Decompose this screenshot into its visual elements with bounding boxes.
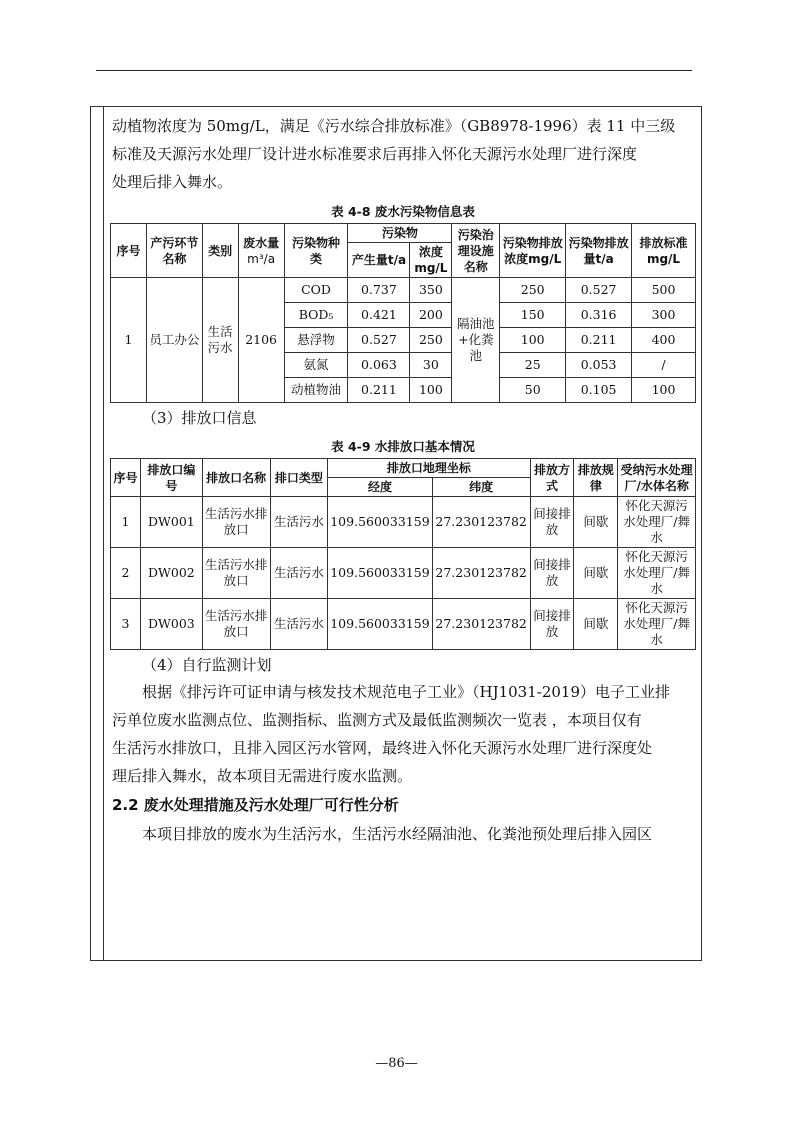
cell-emit-amount: 0.053 <box>566 353 632 378</box>
cell-conc: 250 <box>410 328 452 353</box>
cell-emit-conc: 25 <box>500 353 566 378</box>
subheading-outfall-info: （3）排放口信息 <box>142 409 257 427</box>
cell-lat: 27.230123782 <box>432 497 530 548</box>
cell-receiver: 怀化天源污水处理厂/舞水 <box>618 497 696 548</box>
cell-emit-conc: 50 <box>500 378 566 403</box>
cell-type: BOD₅ <box>284 303 348 328</box>
cell-seq: 3 <box>111 599 141 650</box>
page-content <box>112 112 694 848</box>
monitor-line-1: 根据《排污许可证申请与核发技术规范电子工业》（HJ1031-2019）电子工业排 <box>142 683 671 701</box>
header-rule <box>96 70 692 71</box>
th-conc: 浓度mg/L <box>410 243 452 278</box>
cell-receiver: 怀化天源污水处理厂/舞水 <box>618 548 696 599</box>
cell-conc: 350 <box>410 278 452 303</box>
table9-caption: 表 4-9 水排放口基本情况 <box>331 439 475 454</box>
intro-line-3: 处理后排入舞水。 <box>112 173 233 191</box>
cell-method: 间接排放 <box>530 497 574 548</box>
th-emit-amount: 污染物排放量t/a <box>566 224 632 278</box>
table-outfalls <box>110 458 696 650</box>
monitor-line-2: 污单位废水监测点位、监测指标、监测方式及最低监测频次一览表 ，本项目仅有 <box>112 711 642 729</box>
th-volume-label: 废水量 <box>243 235 280 250</box>
cell-code: DW003 <box>140 599 202 650</box>
cell-lat: 27.230123782 <box>432 599 530 650</box>
cell-type: COD <box>284 278 348 303</box>
cell-emit-amount: 0.316 <box>566 303 632 328</box>
cell-seq: 1 <box>111 497 141 548</box>
th-pattern: 排放规律 <box>574 459 618 497</box>
cell-method: 间接排放 <box>530 599 574 650</box>
cell-type: 氨氮 <box>284 353 348 378</box>
monitor-line-3: 生活污水排放口，且排入园区污水管网，最终进入怀化天源污水处理厂进行深度处 <box>112 739 653 757</box>
cell-type: 生活污水 <box>270 548 328 599</box>
th-receiver: 受纳污水处理厂/水体名称 <box>618 459 696 497</box>
th-source: 产污环节名称 <box>146 224 202 278</box>
cell-emit-amount: 0.105 <box>566 378 632 403</box>
table-row <box>111 278 696 303</box>
cell-name: 生活污水排放口 <box>202 599 270 650</box>
cell-method: 间接排放 <box>530 548 574 599</box>
cell-standard: 500 <box>632 278 696 303</box>
cell-standard: / <box>632 353 696 378</box>
cell-lon: 109.560033159 <box>328 599 432 650</box>
cell-type: 生活污水 <box>270 497 328 548</box>
cell-name: 生活污水排放口 <box>202 548 270 599</box>
th-standard: 排放标准mg/L <box>632 224 696 278</box>
last-line: 本项目排放的废水为生活污水，生活污水经隔油池、化粪池预处理后排入园区 <box>142 825 653 843</box>
cell-output: 0.421 <box>348 303 410 328</box>
cell-lon: 109.560033159 <box>328 497 432 548</box>
intro-line-2: 标准及天源污水处理厂设计进水标准要求后再排入怀化天源污水处理厂进行深度 <box>112 145 638 163</box>
section-heading: 2.2 废水处理措施及污水处理厂可行性分析 <box>112 796 399 814</box>
th-name: 排放口名称 <box>202 459 270 497</box>
cell-lat: 27.230123782 <box>432 548 530 599</box>
table-row <box>111 599 696 650</box>
th-coord: 排放口地理坐标 <box>328 459 530 478</box>
cell-facility: 隔油池+化粪池 <box>452 278 500 403</box>
cell-conc: 200 <box>410 303 452 328</box>
table-row <box>111 497 696 548</box>
cell-conc: 100 <box>410 378 452 403</box>
th-pollutant-group: 污染物 <box>348 224 452 243</box>
intro-line-1: 动植物浓度为 50mg/L，满足《污水综合排放标准》（GB8978-1996）表 11 中三级 <box>112 117 676 135</box>
th-volume-unit: m³/a <box>247 251 276 266</box>
cell-code: DW002 <box>140 548 202 599</box>
frame-right-border <box>701 106 702 961</box>
th-emit-conc: 污染物排放浓度mg/L <box>500 224 566 278</box>
cell-conc: 30 <box>410 353 452 378</box>
cell-emit-conc: 150 <box>500 303 566 328</box>
cell-standard: 300 <box>632 303 696 328</box>
cell-code: DW001 <box>140 497 202 548</box>
cell-output: 0.737 <box>348 278 410 303</box>
th-category: 类别 <box>202 224 238 278</box>
cell-type: 生活污水 <box>270 599 328 650</box>
cell-emit-amount: 0.527 <box>566 278 632 303</box>
table8-caption: 表 4-8 废水污染物信息表 <box>331 204 475 219</box>
cell-volume: 2106 <box>238 278 284 403</box>
th-lon: 经度 <box>328 478 432 497</box>
cell-lon: 109.560033159 <box>328 548 432 599</box>
cell-standard: 100 <box>632 378 696 403</box>
cell-emit-amount: 0.211 <box>566 328 632 353</box>
th-lat: 纬度 <box>432 478 530 497</box>
th-seq: 序号 <box>111 224 147 278</box>
cell-source: 员工办公 <box>146 278 202 403</box>
cell-type: 悬浮物 <box>284 328 348 353</box>
th-output: 产生量t/a <box>348 243 410 278</box>
cell-standard: 400 <box>632 328 696 353</box>
cell-output: 0.063 <box>348 353 410 378</box>
th-method: 排放方式 <box>530 459 574 497</box>
th-facility: 污染治理设施名称 <box>452 224 500 278</box>
cell-pattern: 间歇 <box>574 599 618 650</box>
th-seq: 序号 <box>111 459 141 497</box>
cell-category: 生活污水 <box>202 278 238 403</box>
th-pollutant-type: 污染物种类 <box>284 224 348 278</box>
page-number: —86— <box>375 1056 418 1071</box>
frame-left-border <box>90 106 91 961</box>
cell-pattern: 间歇 <box>574 548 618 599</box>
cell-output: 0.527 <box>348 328 410 353</box>
cell-emit-conc: 100 <box>500 328 566 353</box>
cell-output: 0.211 <box>348 378 410 403</box>
cell-name: 生活污水排放口 <box>202 497 270 548</box>
th-type: 排口类型 <box>270 459 328 497</box>
frame-inner-border <box>103 106 104 961</box>
th-volume <box>238 224 284 278</box>
table-row <box>111 548 696 599</box>
th-code: 排放口编号 <box>140 459 202 497</box>
table-wastewater-pollutants <box>110 223 696 403</box>
cell-emit-conc: 250 <box>500 278 566 303</box>
cell-pattern: 间歇 <box>574 497 618 548</box>
monitor-line-4: 理后排入舞水，故本项目无需进行废水监测。 <box>112 767 413 785</box>
cell-type: 动植物油 <box>284 378 348 403</box>
cell-seq: 2 <box>111 548 141 599</box>
cell-seq: 1 <box>111 278 147 403</box>
cell-receiver: 怀化天源污水处理厂/舞水 <box>618 599 696 650</box>
subheading-monitoring-plan: （4）自行监测计划 <box>142 656 272 674</box>
